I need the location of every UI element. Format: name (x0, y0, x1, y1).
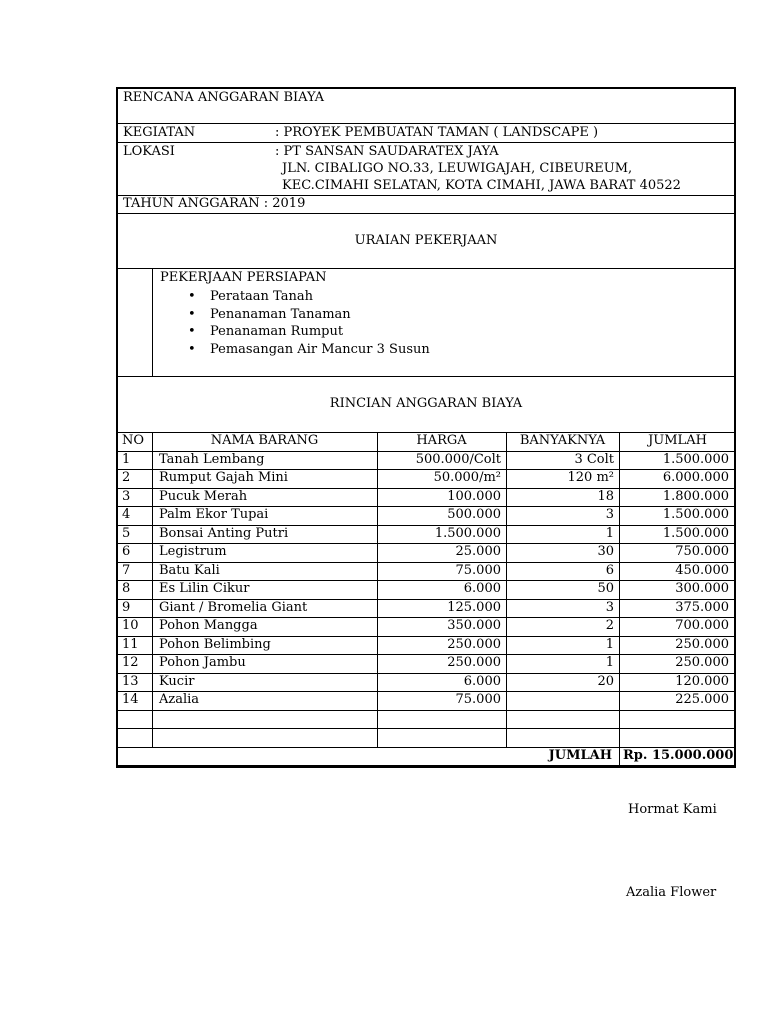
row-no: 9 (122, 599, 131, 615)
table-gridline (619, 747, 620, 768)
row-harga: 500.000 (447, 507, 501, 522)
row-jumlah: 250.000 (675, 655, 729, 670)
row-no: 8 (122, 581, 131, 596)
col-header-banyaknya: BANYAKNYA (519, 433, 606, 448)
col-header-harga: HARGA (416, 433, 467, 448)
row-harga: 6.000 (463, 581, 501, 596)
row-no: 7 (122, 562, 131, 578)
row-no: 12 (122, 655, 139, 670)
row-nama-barang: Rumput Gajah Mini (159, 470, 288, 485)
document-title: RENCANA ANGGARAN BIAYA (123, 90, 324, 105)
total-value: Rp. 15.000.000 (623, 747, 734, 763)
table-gridline (619, 432, 620, 747)
signer-name: Azalia Flower (626, 885, 717, 900)
row-harga: 250.000 (447, 655, 501, 670)
row-nama-barang: Pohon Mangga (159, 618, 258, 633)
bullet-item: • (188, 342, 196, 357)
row-no: 6 (122, 544, 131, 559)
row-banyaknya: 1 (605, 525, 614, 541)
kegiatan-value: : PROYEK PEMBUATAN TAMAN ( LANDSCAPE ) (275, 125, 599, 140)
table-gridline (116, 767, 736, 768)
row-jumlah: 700.000 (675, 618, 729, 633)
row-nama-barang: Es Lilin Cikur (159, 581, 250, 596)
row-no: 1 (122, 451, 131, 467)
row-jumlah: 450.000 (675, 562, 729, 578)
row-banyaknya: 30 (597, 544, 614, 559)
table-gridline (506, 432, 507, 747)
row-harga: 500.000/Colt (415, 451, 501, 467)
row-jumlah: 1.500.000 (662, 507, 729, 522)
row-harga: 25.000 (455, 544, 501, 559)
row-harga: 100.000 (447, 488, 501, 504)
row-banyaknya: 18 (597, 488, 614, 504)
row-banyaknya: 2 (605, 618, 614, 633)
row-jumlah: 750.000 (675, 544, 729, 559)
divider (116, 142, 736, 143)
row-no: 14 (122, 692, 139, 707)
row-harga: 1.500.000 (434, 525, 501, 541)
row-nama-barang: Kucir (159, 673, 195, 689)
row-no: 2 (122, 470, 131, 485)
uraian-title: URAIAN PEKERJAAN (354, 233, 498, 248)
row-nama-barang: Pohon Belimbing (159, 636, 271, 652)
kegiatan-label: KEGIATAN (123, 125, 196, 140)
bullet-text: Pemasangan Air Mancur 3 Susun (210, 342, 430, 357)
table-gridline (152, 432, 153, 747)
row-banyaknya: 6 (605, 562, 614, 578)
row-jumlah: 1.800.000 (662, 488, 729, 504)
lokasi-label: LOKASI (123, 144, 175, 159)
row-no: 5 (122, 525, 131, 541)
row-harga: 75.000 (455, 692, 501, 707)
row-banyaknya: 3 (605, 507, 614, 522)
row-jumlah: 300.000 (675, 581, 729, 596)
row-banyaknya: 50 (597, 581, 614, 596)
row-harga: 50.000/m² (433, 470, 501, 485)
bullet-text: Penanaman Tanaman (210, 307, 351, 322)
table-gridline (116, 728, 736, 729)
row-banyaknya: 1 (605, 655, 614, 670)
row-banyaknya: 3 (605, 599, 614, 615)
section-heading: PEKERJAAN PERSIAPAN (160, 270, 327, 285)
bullet-item: • (188, 289, 196, 304)
divider (152, 268, 153, 376)
divider (116, 268, 736, 269)
divider (116, 376, 736, 377)
row-jumlah: 6.000.000 (662, 470, 729, 485)
row-no: 3 (122, 488, 131, 504)
row-banyaknya: 120 m² (567, 470, 614, 485)
row-nama-barang: Batu Kali (159, 562, 220, 578)
closing-text: Hormat Kami (628, 802, 717, 817)
row-no: 4 (122, 507, 131, 522)
row-nama-barang: Palm Ekor Tupai (159, 507, 269, 522)
row-no: 13 (122, 673, 139, 689)
rincian-title: RINCIAN ANGGARAN BIAYA (329, 396, 523, 411)
row-nama-barang: Legistrum (159, 544, 227, 559)
bullet-text: Perataan Tanah (210, 289, 313, 304)
total-label: JUMLAH (548, 747, 612, 763)
row-nama-barang: Azalia (159, 692, 200, 707)
row-harga: 75.000 (455, 562, 501, 578)
row-nama-barang: Giant / Bromelia Giant (159, 599, 308, 615)
row-jumlah: 225.000 (675, 692, 729, 707)
table-gridline (116, 710, 736, 711)
row-jumlah: 120.000 (675, 673, 729, 689)
bullet-item: • (188, 307, 196, 322)
row-nama-barang: Pohon Jambu (159, 655, 246, 670)
divider (116, 123, 736, 124)
bullet-item: • (188, 324, 196, 339)
row-jumlah: 1.500.000 (662, 451, 729, 467)
row-nama-barang: Bonsai Anting Putri (159, 525, 289, 541)
lokasi-line-1: : PT SANSAN SAUDARATEX JAYA (275, 144, 499, 159)
row-banyaknya: 1 (605, 636, 614, 652)
col-header-nama: NAMA BARANG (210, 433, 319, 448)
row-no: 10 (122, 618, 139, 633)
table-gridline (377, 432, 378, 747)
row-harga: 250.000 (447, 636, 501, 652)
tahun-anggaran: TAHUN ANGGARAN : 2019 (123, 196, 306, 211)
row-banyaknya: 3 Colt (574, 451, 614, 467)
row-harga: 125.000 (447, 599, 501, 615)
col-header-jumlah: JUMLAH (648, 433, 707, 448)
row-harga: 350.000 (447, 618, 501, 633)
row-no: 11 (122, 636, 139, 652)
row-jumlah: 1.500.000 (662, 525, 729, 541)
row-nama-barang: Pucuk Merah (159, 488, 248, 504)
divider (116, 213, 736, 214)
col-header-no: NO (122, 433, 145, 448)
lokasi-line-3: KEC.CIMAHI SELATAN, KOTA CIMAHI, JAWA BARAT 40522 (282, 178, 681, 193)
bullet-text: Penanaman Rumput (210, 324, 344, 339)
row-harga: 6.000 (463, 673, 501, 689)
row-jumlah: 250.000 (675, 636, 729, 652)
lokasi-line-2: JLN. CIBALIGO NO.33, LEUWIGAJAH, CIBEUREUM, (282, 161, 633, 176)
row-nama-barang: Tanah Lembang (159, 451, 265, 467)
row-jumlah: 375.000 (675, 599, 729, 615)
row-banyaknya: 20 (597, 673, 614, 689)
